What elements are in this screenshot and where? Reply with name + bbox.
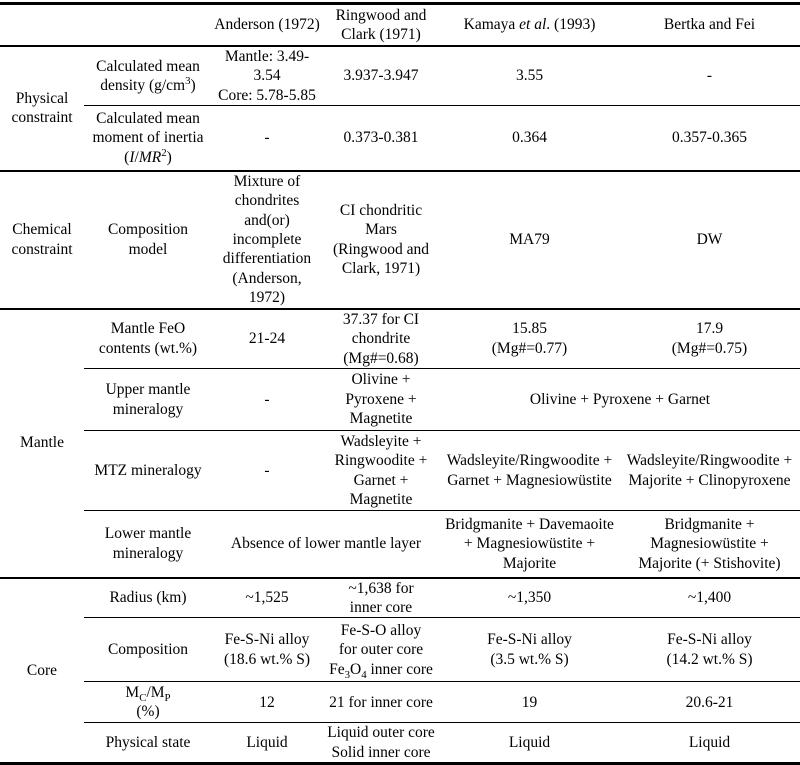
cell-feo-anderson: 21-24 [212, 309, 322, 369]
mars-models-comparison-table [0, 2, 800, 765]
header-row [0, 4, 800, 47]
cell-upper-ringwood: Olivine + Pyroxene + Magnetite [322, 369, 440, 431]
cell-lower-anderson-ringwood: Absence of lower mantle layer [212, 511, 440, 578]
row-moment-of-inertia [0, 106, 800, 171]
row-label-mantle-feo: Mantle FeO contents (wt.%) [84, 309, 212, 369]
cell-radius-kamaya: ~1,350 [440, 578, 619, 618]
cell-feo-kamaya: 15.85 (Mg#=0.77) [440, 309, 619, 369]
row-label-physical-state: Physical state [84, 723, 212, 764]
cell-density-bertka: - [619, 46, 800, 106]
cell-radius-bertka: ~1,400 [619, 578, 800, 618]
cell-corecomp-anderson: Fe-S-Ni alloy (18.6 wt.% S) [212, 618, 322, 682]
row-label-moment-of-inertia: Calculated mean moment of inertia $(I/MR^2)$ [84, 106, 212, 171]
header-empty-label [84, 4, 212, 47]
cell-density-kamaya: 3.55 [440, 46, 619, 106]
cell-state-kamaya: Liquid [440, 723, 619, 764]
cell-mtz-bertka: Wadsleyite/Ringwoodite + Majorite + Clinopyroxene [619, 431, 800, 511]
row-label-core-mass-ratio: $M_C/M_P$ (%) [84, 682, 212, 723]
row-mean-density [0, 46, 800, 106]
column-header-bertka: Bertka and Fei [619, 4, 800, 47]
row-mtz [0, 431, 800, 511]
cell-state-bertka: Liquid [619, 723, 800, 764]
cell-inertia-anderson: - [212, 106, 322, 171]
row-core-composition [0, 618, 800, 682]
row-composition-model [0, 171, 800, 309]
cell-lower-bertka: Bridgmanite + Magnesiowüstite + Majorite (+ Stishovite) [619, 511, 800, 578]
row-label-mtz: MTZ mineralogy [84, 431, 212, 511]
cell-lower-kamaya: Bridgmanite + Davemaoite + Magnesiowüstite + Majorite [440, 511, 619, 578]
row-label-upper-mantle: Upper mantle mineralogy [84, 369, 212, 431]
cell-feo-ringwood: 37.37 for CI chondrite (Mg#=0.68) [322, 309, 440, 369]
row-mantle-feo [0, 309, 800, 369]
row-upper-mantle [0, 369, 800, 431]
cell-compmodel-kamaya: MA79 [440, 171, 619, 309]
cell-massratio-ringwood: 21 for inner core [322, 682, 440, 723]
cell-corecomp-ringwood: Fe-S-O alloy for outer core $Fe_3O_4$ inner core [322, 618, 440, 682]
row-physical-state [0, 723, 800, 764]
cell-inertia-ringwood: 0.373-0.381 [322, 106, 440, 171]
column-header-ringwood: Ringwood and Clark (1971) [322, 4, 440, 47]
row-label-lower-mantle: Lower mantle mineralogy [84, 511, 212, 578]
cell-feo-bertka: 17.9 (Mg#=0.75) [619, 309, 800, 369]
cell-massratio-bertka: 20.6-21 [619, 682, 800, 723]
cell-upper-anderson: - [212, 369, 322, 431]
header-empty-group [0, 4, 84, 47]
cell-inertia-bertka: 0.357-0.365 [619, 106, 800, 171]
row-lower-mantle [0, 511, 800, 578]
cell-compmodel-bertka: DW [619, 171, 800, 309]
cell-massratio-anderson: 12 [212, 682, 322, 723]
group-physical-constraint: Physical constraint [0, 46, 84, 171]
cell-corecomp-bertka: Fe-S-Ni alloy (14.2 wt.% S) [619, 618, 800, 682]
cell-state-anderson: Liquid [212, 723, 322, 764]
group-mantle: Mantle [0, 309, 84, 578]
row-label-mean-density: Calculated mean density $(g/cm^3)$ [84, 46, 212, 106]
group-core: Core [0, 578, 84, 764]
row-label-radius: Radius (km) [84, 578, 212, 618]
cell-radius-anderson: ~1,525 [212, 578, 322, 618]
row-core-mass-ratio [0, 682, 800, 723]
cell-mtz-ringwood: Wadsleyite + Ringwoodite + Garnet + Magnetite [322, 431, 440, 511]
row-label-composition-model: Composition model [84, 171, 212, 309]
cell-upper-kamaya-bertka: Olivine + Pyroxene + Garnet [440, 369, 800, 431]
row-label-core-composition: Composition [84, 618, 212, 682]
column-header-anderson: Anderson (1972) [212, 4, 322, 47]
column-header-kamaya: Kamaya et al. (1993) [440, 4, 619, 47]
cell-massratio-kamaya: 19 [440, 682, 619, 723]
row-radius [0, 578, 800, 618]
cell-mtz-anderson: - [212, 431, 322, 511]
cell-density-ringwood: 3.937-3.947 [322, 46, 440, 106]
cell-density-anderson: Mantle: 3.49-3.54 Core: 5.78-5.85 [212, 46, 322, 106]
cell-state-ringwood: Liquid outer core Solid inner core [322, 723, 440, 764]
cell-inertia-kamaya: 0.364 [440, 106, 619, 171]
cell-corecomp-kamaya: Fe-S-Ni alloy (3.5 wt.% S) [440, 618, 619, 682]
cell-compmodel-anderson: Mixture of chondrites and(or) incomplete differentiation (Anderson, 1972) [212, 171, 322, 309]
cell-radius-ringwood: ~1,638 for inner core [322, 578, 440, 618]
cell-compmodel-ringwood: CI chondritic Mars (Ringwood and Clark, 1971) [322, 171, 440, 309]
cell-mtz-kamaya: Wadsleyite/Ringwoodite + Garnet + Magnesiowüstite [440, 431, 619, 511]
group-chemical-constraint: Chemical constraint [0, 171, 84, 309]
